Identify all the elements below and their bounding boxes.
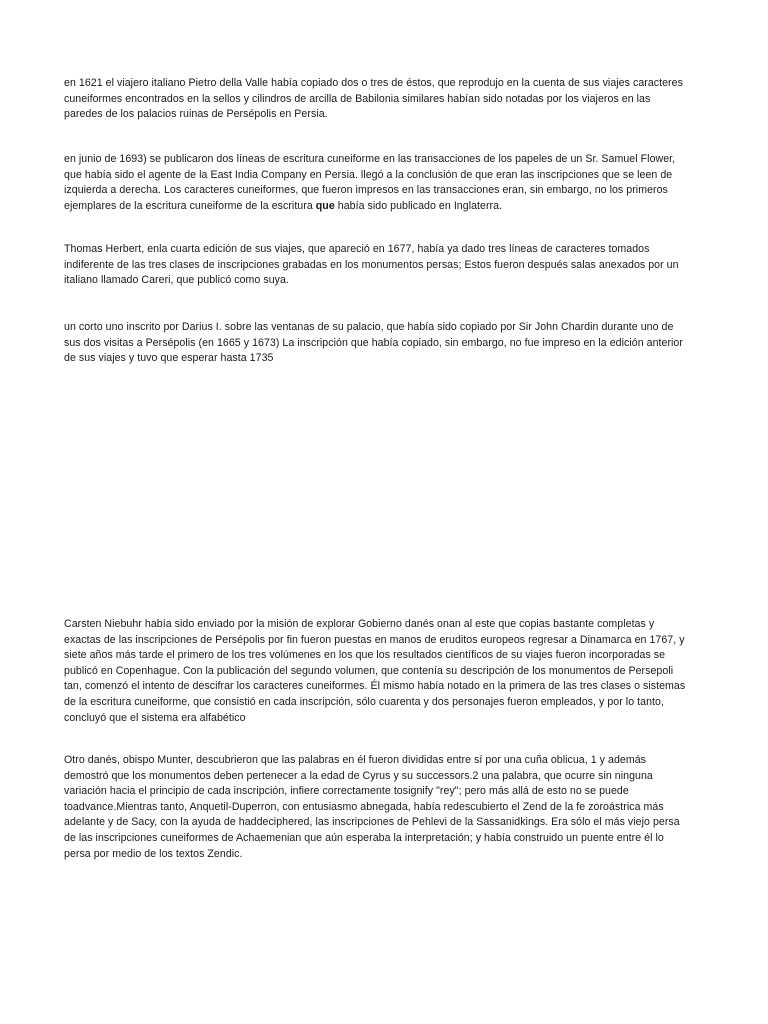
paragraph-obispo-munter: Otro danés, obispo Munter, descubrieron que las palabras en él fueron divididas entre sí por una cuña oblicua, 1 y además demostró que los monumentos deben pertenecer a la edad de Cyrus y su successors.2 una palabra, que ocurre sin ninguna variación hacia el principio de cada inscripción, infiere correctamente tosignify "rey"; pero más allá de esto no se puede toadvance.Mientras tanto, Anquetil-Duperron, con entusiasmo abnegada, había redescubierto el Zend de la fe zoroástrica más adelante y de Sacy, con la ayuda de haddeciphered, las inscripciones de Pehlevi de la Sassanidkings. Era sólo el más viejo persa de las inscripciones cuneiformes de Achaemenian que aún esperaba la interpretación; y había construido un puente entre él lo persa por medio de los textos Zendic.	[64, 754, 680, 860]
paragraph-carsten-niebuhr: Carsten Niebuhr había sido enviado por la misión de explorar Gobierno danés onan al este que copias bastante completas y exactas de las inscripciones de Persépolis por fin fueron puestas en manos de eruditos europeos regresar a Dinamarca en 1767, y siete años más tarde el primero de los tres volúmenes en los que los resultados científicos de su viajes fueron incorporadas se publicó en Copenhague. Con la publicación del segundo volumen, que contenía su descripción de los monumentos de Persepoli tan, comenzó el intento de descifrar los caracteres cuneiformes. Él mismo había notado en la primera de las tres clases o sistemas de la escritura cuneiforme, que consistió en cada inscripción, sólo cuarenta y dos personajes fueron empleados, y por lo tanto, concluyó que el sistema era alfabético	[64, 618, 686, 724]
paragraph-text-segment: había sido publicado en Inglaterra.	[334, 199, 503, 212]
paragraph-text-segment: en junio de 1693) se publicaron dos líneas de escritura cuneiforme en las transacciones de los papeles de un Sr. Samuel Flower, que había sido el agente de la East India Company en Persia. llegó a la conclusión de que eran las inscripciones que se leen de izquierda a derecha. Los caracteres cuneiformes, que fueron impresos en las transacciones eran, sin embargo, no los primeros ejemplares de la escritura cuneiforme de la escritura	[64, 153, 676, 212]
paragraph-john-chardin: un corto uno inscrito por Darius I. sobre las ventanas de su palacio, que había sido copiado por Sir John Chardin durante uno de sus dos visitas a Persépolis (en 1665 y 1673) La inscripción que había copiado, sin embargo, no fue impreso en la edición anterior de sus viajes y tuvo que esperar hasta 1735	[64, 321, 683, 365]
paragraph-samuel-flower	[64, 152, 714, 214]
bold-word: que	[315, 199, 335, 212]
paragraph-thomas-herbert: Thomas Herbert, enla cuarta edición de sus viajes, que apareció en 1677, había ya dado tres líneas de caracteres tomados indiferente de las tres clases de inscripciones grabadas en los monumentos persas; Estos fueron después salas anexados por un italiano llamado Careri, que publicó como suya.	[64, 243, 679, 287]
paragraph-pietro-della-valle: en 1621 el viajero italiano Pietro della Valle había copiado dos o tres de éstos, que reprodujo en la cuenta de sus viajes caracteres cuneiformes encontrados en la sellos y cilindros de arcilla de Babilonia similares habían sido notadas por los viajeros en las paredes de los palacios ruinas de Persépolis en Persia.	[64, 77, 683, 121]
